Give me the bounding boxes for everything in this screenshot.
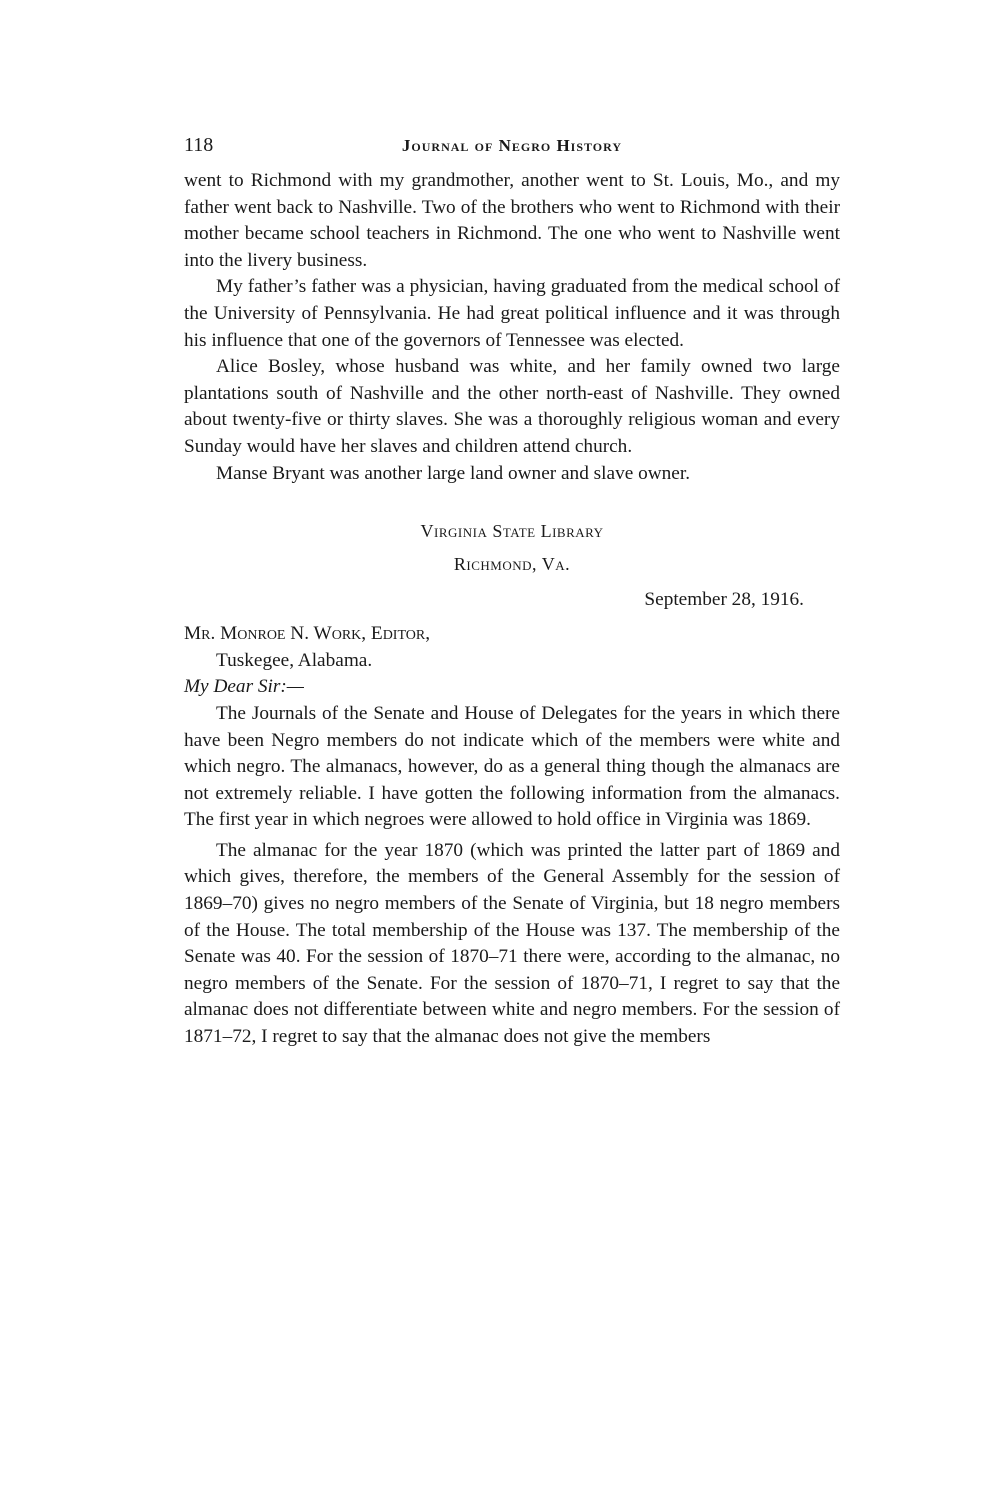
- paragraph-physician: My father’s father was a physician, having graduated from the medical school of the University of Pennsylvania. He had great political influence and it was through his influence that one of the governors of Tennessee was elected.: [184, 276, 840, 351]
- letter-salutation: My Dear Sir:—: [184, 676, 304, 698]
- article-body: [184, 168, 840, 487]
- letter-paragraph-journals: The Journals of the Senate and House of Delegates for the years in which there have been Negro members do not indicate which of the members were white and which negro. The almanacs, however, do as a general thing though the almanacs are not extremely reliable. I have gotten the following information from the almanacs. The first year in which negroes were allowed to hold office in Virginia was 1869.: [184, 702, 840, 831]
- letter-addressee: [184, 621, 840, 674]
- paragraph-continuation: went to Richmond with my grandmother, another went to St. Louis, Mo., and my father went back to Nashville. Two of the brothers who went to Richmond with their mother became school teachers in Richmond. The one who went to Nashville went into the livery business.: [184, 170, 840, 271]
- paragraph-alice-bosley: Alice Bosley, whose husband was white, and her family owned two large plantations south of Nashville and the other north-east of Nashville. They owned about twenty-five or thirty slaves. She was a thoroughly religious woman and every Sunday would have her slaves and children attend church.: [184, 356, 840, 457]
- journal-title: Journal of Negro History: [401, 136, 623, 155]
- journal-page: [184, 128, 840, 1051]
- addressee-name: Mr. Monroe N. Work, Editor,: [184, 623, 431, 645]
- letter-body: [184, 701, 840, 1051]
- letter-date: September 28, 1916.: [644, 589, 804, 611]
- letter-location: Richmond, Va.: [453, 554, 571, 575]
- addressee-place: Tuskegee, Alabama.: [216, 649, 373, 671]
- paragraph-manse-bryant: Manse Bryant was another large land owner and slave owner.: [216, 462, 691, 484]
- letter-institution: Virginia State Library: [420, 521, 604, 542]
- page-number: 118: [184, 134, 214, 156]
- running-head: [184, 128, 840, 168]
- letter-paragraph-almanac: The almanac for the year 1870 (which was printed the latter part of 1869 and which gives, therefore, the members of the General Assembly for the session of 1869–70) gives no negro members of the Senate of Virginia, but 18 negro members of the House. The total membership of the House was 137. The membership of the Senate was 40. For the session of 1870–71 there were, according to the almanac, no negro members of the Senate. For the session of 1870–71, I regret to say that the almanac does not differentiate between white and negro members. For the session of 1871–72, I regret to say that the almanac does not give the members: [184, 839, 840, 1048]
